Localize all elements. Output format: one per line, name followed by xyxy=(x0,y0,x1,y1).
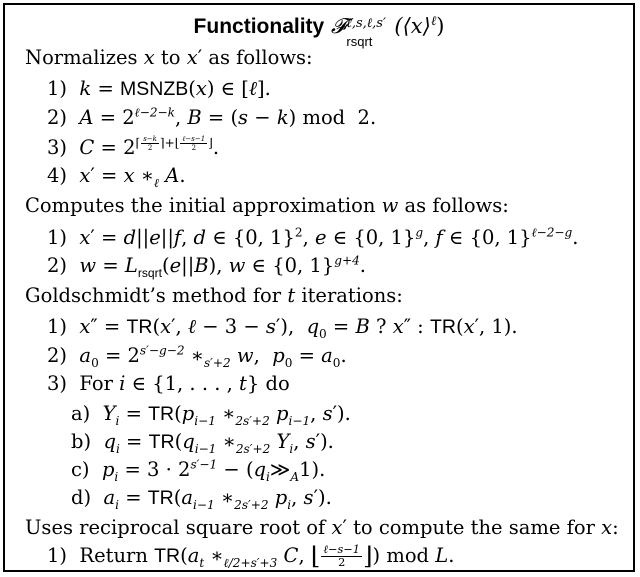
title-scripts xyxy=(346,15,394,49)
title-superscript: ℓ,s,ℓ,s′ xyxy=(346,15,386,31)
approx-item-2: 2) $w = L_{rsqrt}(e||B)$, w ∈ {0, 1}$^{g+4}$. xyxy=(47,253,366,280)
goldschmidt-subitem-a: a) $Y_i = TR(p_{i-1}$ $∗_{2s'+2}$ $p_{i-1}$, s′). xyxy=(71,402,351,428)
title-symbol: 𝓕 xyxy=(330,14,347,38)
output-item-1: 1) Return $TR(a_t$ $∗_{\ell/2+s'+3}$ C, ⌊ $\frac{\text{ℓ−s−1}}{2}$ ⌋) mod L. xyxy=(47,541,455,570)
normalize-item-1: 1) k = MSNZB(x) ∈ [ℓ]. xyxy=(47,77,271,100)
normalize-item-3: 3) $C = 2^{⌈ \frac{s-k}{2} ⌉+⌊ \frac{\text{ℓ−s−1}}{2} ⌋}$. xyxy=(47,134,220,159)
box-title xyxy=(5,11,633,49)
goldschmidt-subitem-c: c) $p_i = 3 \cdot 2^{s'-1}$ − $(q_i≫_A1)$. xyxy=(71,457,326,484)
goldschmidt-subitem-b: b) $q_i = TR(q_{i-1}$ $∗_{2s'+2}$ $Y_i$, s′). xyxy=(71,430,334,456)
section-approx-heading: Computes the initial approximation w as follows: xyxy=(25,194,509,217)
normalize-item-2: 2) $A = 2^{\ell-2-k}$, B = (s − k) mod 2. xyxy=(47,105,377,129)
section-output-heading: Uses reciprocal square root of x′ to compute the same for x: xyxy=(25,516,619,539)
title-argument-close: ) xyxy=(436,14,445,38)
section-normalize-heading: Normalizes x to x′ as follows: xyxy=(25,46,313,69)
goldschmidt-item-2: 2) $a_0 = 2^{s'-g-2}$ $∗_{s'+2}$ w, $p_0 = a_0$. xyxy=(47,343,347,370)
goldschmidt-subitem-d: d) $a_i = TR(a_{i-1}$ $∗_{2s'+2}$ $p_i$, s′). xyxy=(71,486,332,512)
title-argument-sup: ℓ xyxy=(430,14,437,29)
normalize-item-4: 4) x′ = x $∗_\ell$ A. xyxy=(47,164,186,190)
title-argument: (⟨x⟩ xyxy=(394,14,431,38)
goldschmidt-item-3: 3) For i ∈ {1, . . . , t} do xyxy=(47,372,290,395)
approx-item-1: 1) x′ = d||e||f, d ∈ {0, 1}$^2$, e ∈ {0, 1}$^g$, f ∈ {0, 1}$^{\ell-2-g}$. xyxy=(47,225,579,249)
title-word: Functionality xyxy=(193,15,325,38)
functionality-box xyxy=(3,3,635,572)
goldschmidt-item-1: 1) x″ = TR(x′, ℓ − 3 − s′), $q_0 = B$ ? x″ : TR(x′, 1). xyxy=(47,315,518,341)
section-goldschmidt-heading: Goldschmidt’s method for t iterations: xyxy=(25,284,403,307)
title-subscript: rsqrt xyxy=(346,33,373,49)
